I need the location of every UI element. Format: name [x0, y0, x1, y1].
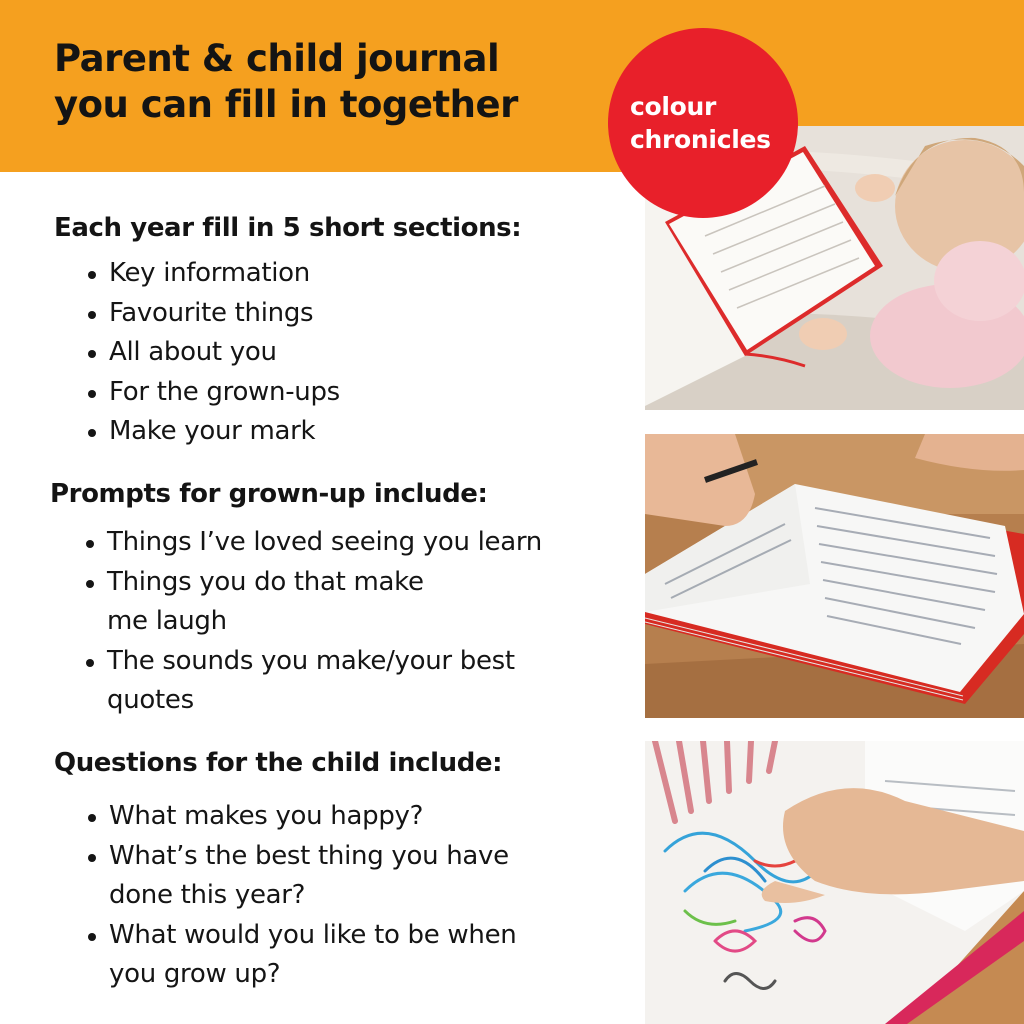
list-item-line: What makes you happy? — [109, 801, 424, 831]
list-item-line: me laugh — [107, 606, 227, 636]
list-item: Favourite things — [84, 294, 340, 334]
list-item-line: you grow up? — [109, 959, 281, 989]
writing-in-journal-photo — [645, 434, 1024, 718]
list-item — [84, 916, 516, 995]
child-drawing-photo — [645, 741, 1024, 1024]
list-item-line: What’s the best thing you have — [109, 840, 509, 871]
brand-name-line-1: colour — [630, 92, 717, 121]
list-item: For the grown-ups — [84, 373, 340, 413]
bullet-list — [84, 254, 340, 452]
section-heading: Each year fill in 5 short sections: — [54, 213, 522, 243]
list-item — [84, 837, 516, 916]
bullet-list — [82, 523, 542, 721]
list-item — [82, 523, 542, 563]
list-item — [82, 642, 542, 721]
list-item: Make your mark — [84, 412, 340, 452]
list-item-line: The sounds you make/your best — [107, 645, 515, 676]
brand-name-line-2: chronicles — [630, 125, 771, 154]
list-item-line: quotes — [107, 685, 194, 715]
bullet-list — [84, 797, 516, 995]
list-item-line: Things I’ve loved seeing you learn — [107, 527, 542, 557]
list-item-line: What would you like to be when — [109, 919, 517, 950]
page-title — [54, 36, 614, 128]
page-title-line-2: you can fill in together — [54, 83, 518, 126]
section-heading: Questions for the child include: — [54, 748, 503, 778]
list-item-line: done this year? — [109, 880, 306, 910]
section-heading: Prompts for grown-up include: — [50, 479, 488, 509]
page-title-line-1: Parent & child journal — [54, 37, 500, 80]
list-item: All about you — [84, 333, 340, 373]
brand-logo-badge — [608, 28, 798, 218]
list-item-line: Things you do that make — [107, 566, 424, 597]
list-item — [84, 797, 516, 837]
list-item: Key information — [84, 254, 340, 294]
list-item — [82, 563, 542, 642]
